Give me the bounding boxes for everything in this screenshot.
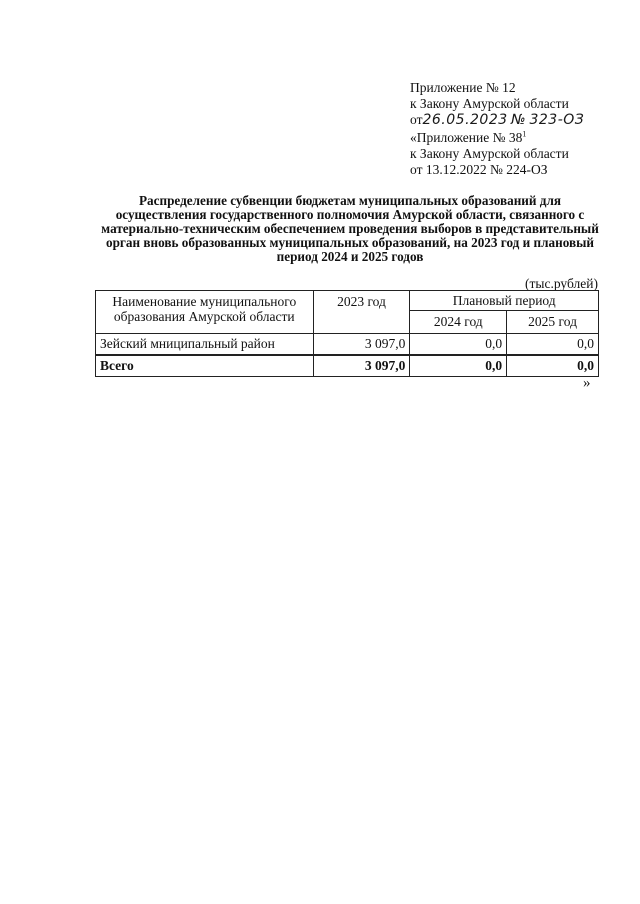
- document-title: [100, 194, 600, 264]
- annex-previous-date: от 13.12.2022 № 224-ОЗ: [410, 162, 548, 177]
- annex-current-date-line: [410, 112, 584, 128]
- row-2025: 0,0: [507, 334, 599, 356]
- annex-current-law: к Закону Амурской области: [410, 96, 569, 111]
- title-line-5: период 2024 и 2025 годов: [276, 249, 424, 264]
- total-2023: 3 097,0: [313, 355, 410, 377]
- header-municipality-line2: образования Амурской области: [113, 309, 295, 324]
- number-prefix: №: [511, 112, 527, 128]
- subvention-table: [95, 290, 599, 377]
- total-name: Всего: [96, 355, 314, 377]
- date-prefix: от: [410, 112, 423, 127]
- title-line-2: осуществления государственного полномочия Амурской области, связанного с: [115, 207, 585, 222]
- annex-current-block: [410, 80, 584, 128]
- total-2025: 0,0: [507, 355, 599, 377]
- title-line-4: орган вновь образованных муниципальных образований, на 2023 год и плановый: [106, 235, 594, 250]
- header-municipality: [96, 291, 314, 334]
- table-row: [96, 334, 599, 356]
- total-2024: 0,0: [410, 355, 507, 377]
- header-2023: 2023 год: [313, 291, 410, 334]
- title-line-1: Распределение субвенции бюджетам муниципальных образований для: [139, 193, 561, 208]
- annex-previous-title-text: «Приложение № 38: [410, 130, 523, 145]
- header-municipality-line1: Наименование муниципального: [112, 294, 297, 309]
- row-name: Зейский мниципальный район: [96, 334, 314, 356]
- annex-previous-law: к Закону Амурской области: [410, 146, 569, 161]
- unit-label: (тыс.рублей): [525, 276, 598, 291]
- annex-previous-title: [410, 130, 569, 146]
- header-2025: 2025 год: [507, 311, 599, 334]
- total-row: [96, 355, 599, 377]
- row-2023: 3 097,0: [313, 334, 410, 356]
- annex-previous-superscript: 1: [522, 129, 527, 139]
- annex-current-title: Приложение № 12: [410, 80, 516, 95]
- header-2024: 2024 год: [410, 311, 507, 334]
- row-2024: 0,0: [410, 334, 507, 356]
- annex-previous-block: [410, 130, 569, 178]
- handwritten-date: 26.05.2023: [422, 112, 508, 128]
- handwritten-number: 323-ОЗ: [529, 112, 585, 128]
- title-line-3: материально-техническим обеспечением проведения выборов в представительный: [101, 221, 599, 236]
- closing-quote: »: [583, 375, 591, 391]
- header-planned-period: Плановый период: [410, 291, 599, 311]
